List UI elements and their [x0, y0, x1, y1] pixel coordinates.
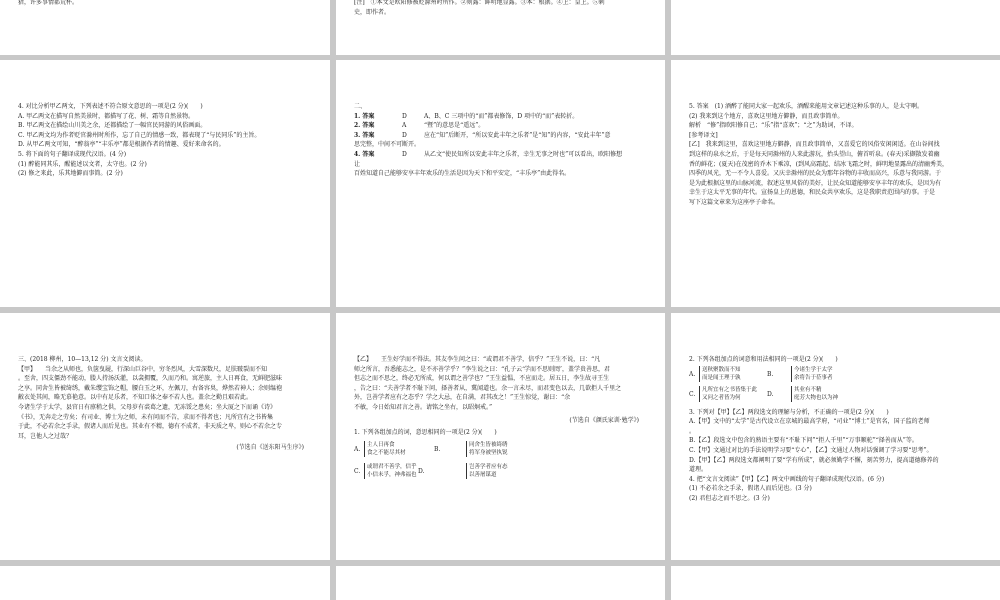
- translation-line: [乙] 我来到这里，喜欢这里地方僻静，而且政事简单，又喜爱它的风俗安闲闲适。在山谷间找: [689, 141, 940, 149]
- option-b: B.【乙】段选文中包含的熟语主要有“不耻下问”“拒人千里”“万事顺驼”“择善而从”等。: [689, 437, 918, 445]
- passage-line: ，告之曰：“夫善学者不耻下问，择善者从，冀闻道也。余一言未尽，而君变色以去，几欲拒人千里之: [354, 384, 622, 392]
- page-thumbnail-9[interactable]: [671, 313, 1000, 560]
- answer-text: 从乙文“使民知所以安此丰年之乐者，幸生无事之时也”可以看出，欧阳修想: [424, 150, 623, 158]
- option-a-bottom: 而是闻王理于孰: [702, 374, 741, 381]
- analysis-line: 解析 “修”指欧阳修自己；“乐”指“喜欢”；“之”为助词，不译。: [689, 122, 858, 130]
- option-a-pair: [364, 441, 406, 457]
- option-pair-cd: [689, 386, 990, 406]
- passage-line: 但志之而不思之，终必无所成，何以谓之善学也？”王生益愠，不应而走。居五日，李生故寻王生: [354, 375, 610, 383]
- answer-continuation: 百姓知道自己能够安享丰年欢乐的生活是因为天下和平安定，“丰乐亭”由此得名。: [354, 170, 571, 178]
- question-4: 4. 对比分析甲乙两文，下列表述不符合原文意思的一项是(2 分)( ): [18, 103, 203, 110]
- passage-line: 敝衣处其间，略无慕艳意。以中有足乐者，不知口体之奉不若人也。盖余之勤且艰若此。: [18, 394, 253, 402]
- answer-continuation: 让: [354, 160, 361, 168]
- option-a-cont: 。: [689, 427, 696, 435]
- section-heading: 三、(2018 柳州，10—13,12 分) 文言文阅读。: [18, 356, 147, 363]
- passage-line: 【乙】 王生好学而不得法。其友李生问之曰：“或谓君不善学，信乎？”王生不说，曰：“凡: [354, 356, 601, 363]
- option-b-label: B.: [767, 370, 774, 378]
- passage-line: 。至舍，四支僵劲不能动，媵人持汤沃灌，以衾拥覆，久而乃和。寓逆旅，主人日再食，无鲜肥滋味: [18, 375, 283, 383]
- option-d: D. 从甲乙两文可知，“醉翁亭”“丰乐亭”都是根据作者的情趣、爱好来命名的。: [18, 141, 225, 149]
- option-c-top: 或谓君不善学，信乎: [367, 463, 417, 470]
- answer-continuation: 思完整，中间不可断开。: [354, 141, 421, 149]
- page-thumbnail-2[interactable]: [336, 0, 665, 55]
- passage-line: 耳，岂他人之过哉？: [18, 432, 73, 440]
- option-b-top: 今诸生学于太学: [794, 366, 833, 373]
- page-thumbnail-12[interactable]: [671, 566, 1000, 600]
- option-a-bottom: 食之不能尽其材: [367, 449, 406, 456]
- option-pair-ab: [689, 366, 990, 386]
- option-a-top: 送秋聚散而不知: [702, 366, 741, 373]
- page-thumbnail-5[interactable]: [336, 60, 665, 307]
- page-thumbnail-1[interactable]: [0, 0, 330, 55]
- option-c-label: C.: [689, 390, 696, 398]
- passage-source: (节选自《颜氏家训·勉学》): [569, 416, 639, 424]
- option-b-bottom: 余将告于莅事者: [794, 374, 833, 381]
- option-c: C.【甲】文通过对比的手法说明学习要“专心”，【乙】文通过人物对话强调了学习要“思考”。: [689, 446, 933, 454]
- sub-question: (1) 不必若余之手录，假诸人而后见也。(3 分): [689, 485, 812, 493]
- option-a-label: A.: [689, 370, 696, 378]
- passage-line: 外，岂善学者应有之态乎？学之大忌，在自满，君其改之！”王生惊觉，谢曰：“余: [354, 394, 571, 402]
- option-c-bottom: 又问之者皆为何: [702, 394, 741, 401]
- translation-line: 四季的风光，无一不令人喜爱。又庆幸滁州的民众为那年谷物的丰收而高兴，乐意与我同游。于: [689, 170, 942, 178]
- option-b-label: B.: [434, 445, 441, 453]
- option-a-top: 主人日再食: [367, 441, 395, 448]
- page-thumbnail-11[interactable]: [336, 566, 665, 600]
- page-thumbnail-4[interactable]: [0, 60, 330, 307]
- passage-line: 《书》，无奔走之劳矣；有司业、博士为之师，未有问而不告，求而不得者也；凡所宜有之书皆集: [18, 413, 274, 421]
- option-c-pair: [364, 463, 417, 479]
- sub-question: (2) 修之来此，乐其地僻而事简。(2 分): [18, 170, 123, 178]
- option-c-bottom: 小信未孚，神弗福也: [367, 471, 417, 478]
- answer-label: 2. 答案: [354, 122, 375, 130]
- answer-label: 4. 答案: [354, 150, 375, 158]
- section-heading: 二、: [354, 103, 367, 110]
- page-thumbnail-10[interactable]: [0, 566, 330, 600]
- option-a-pair: [699, 366, 741, 382]
- question-3: 3. 下列对【甲】【乙】两段选文的理解与分析，不正确的一项是(2 分)( ): [689, 408, 889, 416]
- option-b-bottom: 将军身被坚执锐: [469, 449, 508, 456]
- sub-question: (1) 醉能同其乐，醒能述以文者，太守也。(2 分): [18, 160, 147, 168]
- translation-line: 写下这篇文章来为这座亭子命名。: [689, 198, 780, 206]
- page-thumbnail-8[interactable]: [336, 313, 665, 560]
- question-5: 5. 将下面的句子翻译成现代汉语。(4 分): [18, 150, 127, 158]
- page-thumbnail-3[interactable]: [671, 0, 1000, 55]
- option-c-top: 凡所宜有之书皆集于此: [702, 386, 758, 393]
- option-a-label: A.: [354, 445, 361, 453]
- passage-line: 之享。同舍生皆被绮绣，戴朱缨宝饰之帽，腰白玉之环，左佩刀，右备容臭，烨然若神人；余则缊袍: [18, 384, 283, 392]
- answer-5: 5. 答案 (1) 酒醉了能同大家一起欢乐，酒醒来能用文章记述这种乐事的人，是太守啊。: [689, 103, 924, 110]
- answer-letter: D: [402, 112, 407, 120]
- translation-line: 香的鲜花；(夏天)在茂密的乔木下乘凉，(到风高霜起、结冰飞霜之时，鲜明地显露出的清幽秀美，: [689, 160, 949, 168]
- option-d-top: 岂善学者应有态: [469, 463, 508, 470]
- answer-row: [354, 131, 655, 141]
- translation-line: 幸生于这太平无事的年代。宣扬皇上的恩德，和民众共享欢乐，这是我职责范围内的事。于是: [689, 189, 936, 197]
- passage-source: (节选自《送东阳马生序》): [236, 444, 304, 452]
- option-c: C. 甲乙两文均为作者贬官滁州时所作，忘了自己的情感一致，都表现了“与民同乐”的主旨。: [18, 131, 261, 139]
- passage-line: 师之所言，吾悉能志之，是不亦善学乎？”李生说之曰：“孔子云‘学而不思则罔’，盖学贵善思，君: [354, 365, 610, 373]
- option-b-top: 同舍生皆被绮绣: [469, 441, 508, 448]
- text-line: 猎，许多事情都荒杯。: [18, 0, 79, 6]
- option-b-pair: [466, 441, 508, 457]
- question-1: 1. 下列各组加点的词，意思相同的一项是(2 分)( ): [354, 429, 497, 437]
- translation-line: 到这样的泉水之后，于是每天同滁州的人来此游玩，抬头望山，俯首听泉。(春天)采撷散发着幽: [689, 150, 940, 158]
- question-2: 2. 下列各组加点的词意和用法相同的一项是(2 分)( ): [689, 356, 838, 363]
- option-d-bottom: 以善屠谋道: [469, 471, 497, 478]
- option-pair-cd: [354, 463, 655, 483]
- answer-label: 1. 答案: [354, 112, 375, 120]
- answer-text: 应在“知”后断开，“所以安此丰年之乐者”是“知”的内容，“安此丰年”意: [424, 131, 611, 139]
- option-d: D.【甲】【乙】两段选文都阐明了要“学有所成”，就必须勤学不懈，刻苦努力，提高道德修养的: [689, 456, 939, 464]
- option-d-pair: [791, 386, 838, 402]
- option-d-cont: 道理。: [689, 466, 708, 474]
- note-line: 史，即作者。: [354, 8, 391, 16]
- passage-line: 今诸生学于太学，县官日有廪稍之供，父母岁有裘葛之遗，无冻馁之患矣；坐大厦之下而诵《诗》: [18, 403, 277, 411]
- option-b-pair: [791, 366, 833, 382]
- option-d-label: D.: [418, 467, 425, 475]
- option-a: A. 甲乙两文在描写自然美景时，都描写了花、树、霜等自然景物。: [18, 112, 195, 120]
- answer-label: 3. 答案: [354, 131, 375, 139]
- answer-letter: D: [402, 150, 407, 158]
- page-thumbnail-7[interactable]: [0, 313, 330, 560]
- sub-question: (2) 君但志之而不思之。(3 分): [689, 494, 770, 502]
- page-thumbnail-6[interactable]: [671, 60, 1000, 307]
- option-d-pair: [466, 463, 508, 479]
- answer-letter: D: [402, 131, 407, 139]
- option-c-pair: [699, 386, 757, 402]
- passage-line: 于此，不必若余之手录，假诸人而后见也。其业有不精，德有不成者，非天质之卑，则心不若余之专: [18, 423, 283, 431]
- answer-line: (2) 我来到这个地方，喜欢这里地方僻静，而且政事简单。: [689, 112, 844, 120]
- translation-line: 是为此根据这里的山脉河流，叙述这里风俗的美好，让民众知道能够安享丰年的欢乐，是因为有: [689, 179, 942, 187]
- answer-row: [354, 150, 655, 160]
- question-4: 4. 把“文言文阅读”【甲】【乙】两文中画线的句子翻译成现代汉语。(6 分): [689, 475, 885, 483]
- option-c-label: C.: [354, 467, 361, 475]
- note-line: [注] ①本文是欧阳修被贬滁州时所作。②则露：鲜明地显露。③本：根据。④上：皇上。⑤刺: [354, 0, 605, 6]
- answer-letter: A: [402, 122, 407, 130]
- option-d-label: D.: [767, 390, 774, 398]
- option-d-top: 其业有不精: [794, 386, 822, 393]
- option-pair-ab: [354, 441, 655, 461]
- option-d-bottom: 庭芳大物也以为神: [794, 394, 839, 401]
- answer-text: “暨”的意思是“遥远”。: [424, 122, 485, 130]
- answer-text: A、B、C 三项中的“而”都表修饰，D 项中的“而”表转折。: [424, 112, 579, 120]
- answer-row: [354, 121, 655, 131]
- option-b: B. 甲乙两文在描绘山川美之余，还都描绘了一幅官民同游的风俗画面。: [18, 122, 207, 130]
- passage-line: 【甲】 当余之从师也，负箧曳屣，行深山巨谷中，穷冬烈风，大雪深数尺，足肤皲裂而不知: [18, 365, 268, 373]
- answer-row: [354, 112, 655, 122]
- option-a: A.【甲】文中的“太学”是古代设立在京城的最高学府，“司业”“博士”是官名，国子监的老师: [689, 418, 930, 426]
- translation-heading: [参考译文]: [689, 131, 718, 139]
- passage-line: 不敏，今日始知君言之善。请铭之坐右，以昭炯戒。”: [354, 403, 493, 411]
